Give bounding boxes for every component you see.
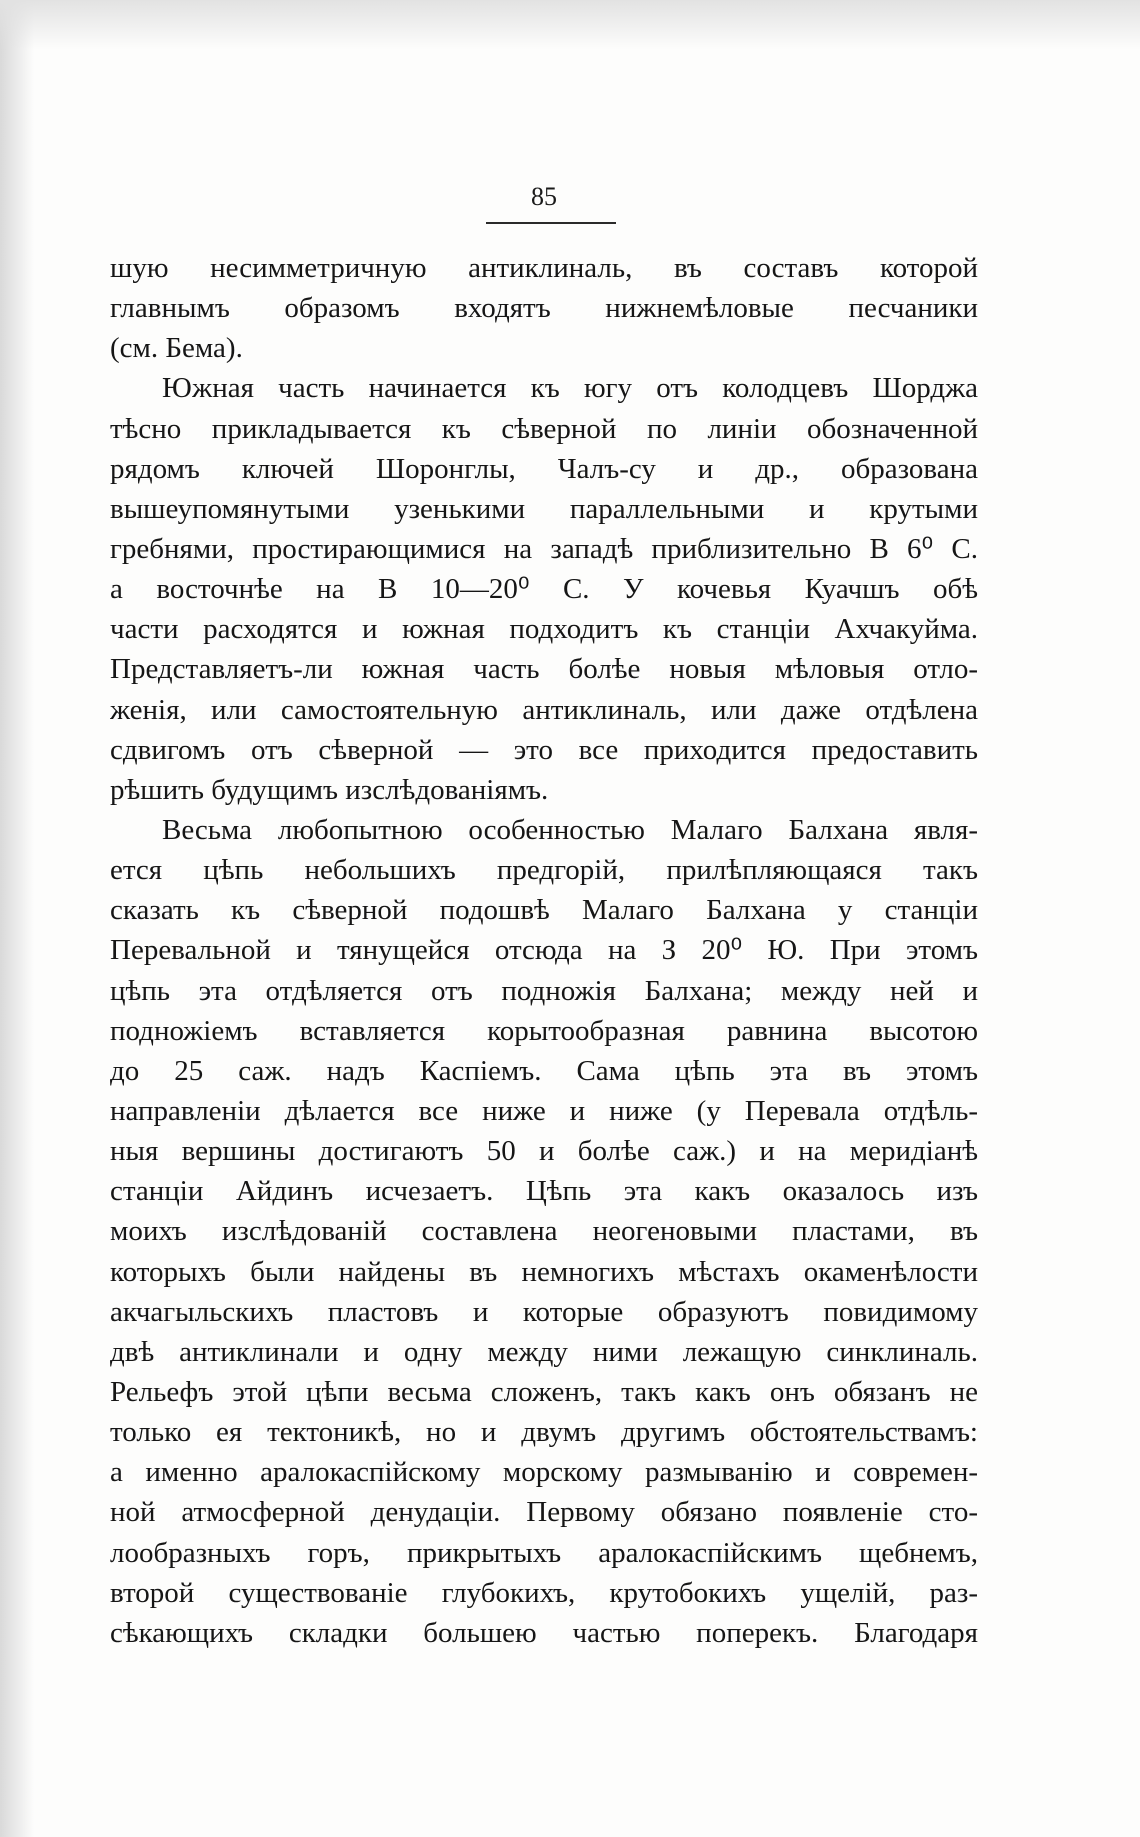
text-line: рѣшить будущимъ изслѣдованіямъ.	[110, 773, 549, 806]
text-line: до 25 саж. надъ Каспіемъ. Сама цѣпь эта въ этомъ	[110, 1054, 978, 1087]
text-line: рядомъ ключей Шоронглы, Чалъ-су и др., образована	[110, 452, 978, 485]
text-line: гребнями, простирающимися на западѣ приблизительно В 6⁰ С.	[110, 532, 978, 565]
header-rule	[486, 222, 616, 224]
text-line: Представляетъ-ли южная часть болѣе новыя мѣловыя отло-	[110, 653, 978, 686]
text-line: тѣсно прикладывается къ сѣверной по линіи обозначенной	[110, 412, 978, 445]
text-line: двѣ антиклинали и одну между ними лежащую синклиналь.	[110, 1335, 978, 1368]
text-line: части расходятся и южная подходитъ къ станціи Ахчакуйма.	[110, 613, 978, 646]
text-line: женія, или самостоятельную антиклиналь, или даже отдѣлена	[110, 693, 978, 726]
text-line: (см. Бема).	[110, 332, 243, 365]
text-line: второй существованіе глубокихъ, крутобокихъ ущелій, раз-	[110, 1576, 978, 1609]
text-line: а восточнѣе на В 10—20⁰ С. У кочевья Куачшъ обѣ	[110, 573, 978, 606]
text-line: главнымъ образомъ входятъ нижнемѣловые песчаники	[110, 292, 978, 325]
text-line: подножіемъ вставляется корытообразная равнина высотою	[110, 1014, 978, 1047]
text-line: Южная часть начинается къ югу отъ колодцевъ Шорджа	[162, 372, 978, 405]
text-line: сдвигомъ отъ сѣверной — это все приходится предоставить	[110, 733, 978, 766]
text-line: шую несимметричную антиклиналь, въ составъ которой	[110, 252, 978, 284]
text-line: Весьма любопытною особенностью Малаго Балхана явля-	[162, 813, 978, 846]
text-line: ется цѣпь небольшихъ предгорій, прилѣпляющаяся такъ	[110, 854, 978, 887]
text-line: сказать къ сѣверной подошвѣ Малаго Балхана у станціи	[110, 894, 978, 927]
text-line: Рельефъ этой цѣпи весьма сложенъ, такъ какъ онъ обязанъ не	[110, 1375, 978, 1408]
text-line: акчагыльскихъ пластовъ и которые образуютъ повидимому	[110, 1295, 978, 1328]
text-line: станціи Айдинъ исчезаетъ. Цѣпь эта какъ оказалось изъ	[110, 1175, 978, 1208]
text-line: направленіи дѣлается все ниже и ниже (у Перевала отдѣль-	[110, 1094, 978, 1127]
text-line: а именно аралокаспійскому морскому размыванію и современ-	[110, 1456, 978, 1489]
text-line: ныя вершины достигаютъ 50 и болѣе саж.) и на меридіанѣ	[110, 1135, 978, 1168]
text-line: которыхъ были найдены въ немногихъ мѣстахъ окаменѣлости	[110, 1255, 978, 1288]
text-line: только ея тектоникѣ, но и двумъ другимъ обстоятельствамъ:	[110, 1416, 978, 1449]
text-line: Перевальной и тянущейся отсюда на З 20⁰ Ю. При этомъ	[110, 934, 978, 967]
page-number: 85	[531, 182, 557, 211]
text-line: ной атмосферной денудаціи. Первому обязано появленіе сто-	[110, 1496, 978, 1529]
scan-shadow-top	[0, 0, 1140, 50]
text-line: цѣпь эта отдѣляется отъ подножія Балхана; между ней и	[110, 974, 978, 1007]
text-line: сѣкающихъ складки большею частью поперекъ. Благодаря	[110, 1616, 978, 1649]
body-text	[110, 248, 978, 1653]
scan-shadow-left	[0, 0, 34, 1837]
text-line: вышеупомянутыми узенькими параллельными и крутыми	[110, 492, 978, 525]
text-line: моихъ изслѣдованій составлена неогеновыми пластами, въ	[110, 1215, 978, 1248]
text-line: лообразныхъ горъ, прикрытыхъ аралокаспійскимъ щебнемъ,	[110, 1536, 978, 1569]
